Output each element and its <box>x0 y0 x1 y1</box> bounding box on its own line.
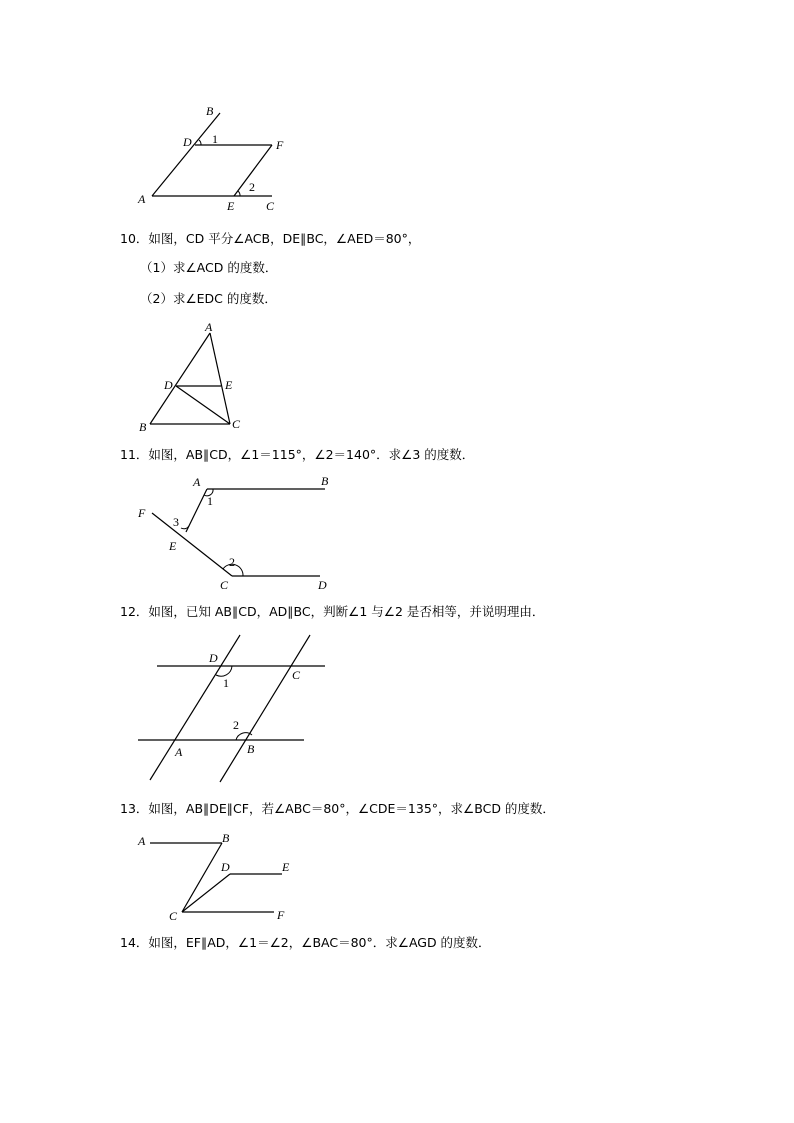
label-E: E <box>227 199 235 213</box>
label-B: B <box>321 474 329 488</box>
label-B: B <box>222 831 230 845</box>
label-A: A <box>193 475 201 489</box>
label-A: A <box>138 192 146 206</box>
label-C: C <box>169 909 178 923</box>
label-1: 1 <box>212 132 218 146</box>
line-BC <box>182 843 222 912</box>
label-2: 2 <box>229 555 235 569</box>
label-E: E <box>282 860 290 874</box>
label-B: B <box>247 742 255 756</box>
label-F: F <box>277 908 285 922</box>
label-D: D <box>318 578 327 592</box>
label-D: D <box>209 651 218 665</box>
label-A: A <box>138 834 146 848</box>
line-DC <box>182 874 230 912</box>
label-A: A <box>205 320 213 334</box>
label-D: D <box>221 860 230 874</box>
label-C: C <box>292 668 301 682</box>
label-E: E <box>169 539 177 553</box>
label-2: 2 <box>249 180 255 194</box>
label-1: 1 <box>207 494 213 508</box>
label-E: E <box>225 378 233 392</box>
label-F: F <box>138 506 146 520</box>
label-B: B <box>206 104 214 118</box>
question-10: 10．如图，CD 平分∠ACB，DE∥BC，∠AED＝80°， <box>120 231 421 246</box>
label-C: C <box>220 578 229 592</box>
label-C: C <box>232 417 241 431</box>
question-12: 12．如图，已知 AB∥CD，AD∥BC，判断∠1 与∠2 是否相等，并说明理由． <box>120 604 545 619</box>
label-D: D <box>183 135 192 149</box>
question-10-part-1: （1）求∠ACD 的度数． <box>140 260 278 275</box>
label-2: 2 <box>233 718 239 732</box>
label-1: 1 <box>223 676 229 690</box>
question-10-part-2: （2）求∠EDC 的度数． <box>140 291 277 306</box>
label-C: C <box>266 199 275 213</box>
question-14: 14．如图，EF∥AD，∠1＝∠2，∠BAC＝80°．求∠AGD 的度数． <box>120 935 491 950</box>
label-3: 3 <box>173 515 179 529</box>
label-D: D <box>164 378 173 392</box>
label-B: B <box>139 420 147 434</box>
label-F: F <box>276 138 284 152</box>
question-11: 11．如图，AB∥CD，∠1＝115°，∠2＝140°．求∠3 的度数． <box>120 447 475 462</box>
label-A: A <box>175 745 183 759</box>
question-13: 13．如图，AB∥DE∥CF，若∠ABC＝80°，∠CDE＝135°，求∠BCD 的度数． <box>120 801 555 816</box>
